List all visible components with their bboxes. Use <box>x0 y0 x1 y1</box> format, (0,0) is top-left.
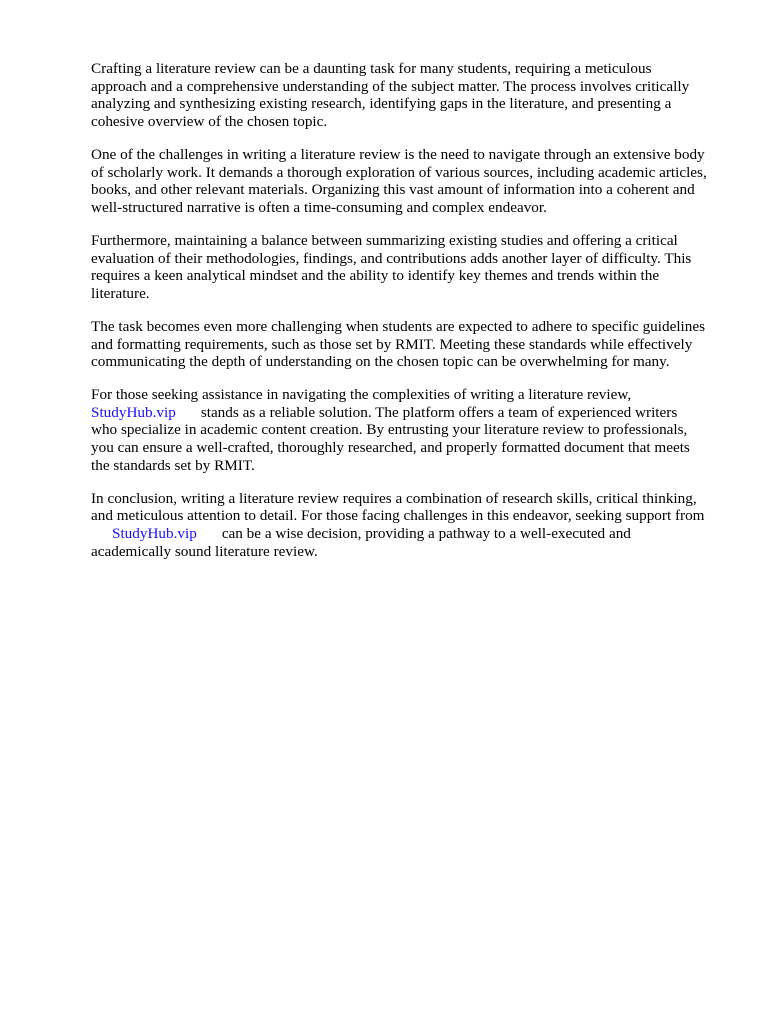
paragraph-challenges <box>91 146 727 216</box>
paragraph-line: Furthermore, maintaining a balance between summarizing existing studies and offering a critical <box>91 231 678 249</box>
paragraph-line: analyzing and synthesizing existing research, identifying gaps in the literature, and presenting a <box>91 95 672 113</box>
paragraph-line: who specialize in academic content creation. By entrusting your literature review to professionals, <box>91 421 688 439</box>
paragraph-line: the standards set by RMIT. <box>91 456 255 474</box>
paragraph-line: of scholarly work. It demands a thorough exploration of various sources, including academic articles, <box>91 163 707 181</box>
paragraph-line: Crafting a literature review can be a daunting task for many students, requiring a meticulous <box>91 60 652 77</box>
paragraph-conclusion <box>91 490 727 560</box>
paragraph-intro <box>91 60 727 130</box>
paragraph-requirements <box>91 318 727 371</box>
paragraph-line: For those seeking assistance in navigating the complexities of writing a literature review, <box>91 386 632 404</box>
paragraph-line: books, and other relevant materials. Organizing this vast amount of information into a coherent and <box>91 181 695 199</box>
paragraph-line: requires a keen analytical mindset and the ability to identify key themes and trends within the <box>91 267 660 285</box>
paragraph-line: communicating the depth of understanding on the chosen topic can be overwhelming for many. <box>91 353 670 371</box>
paragraph-line: In conclusion, writing a literature review requires a combination of research skills, critical thinking, <box>91 489 697 507</box>
paragraph-line: you can ensure a well-crafted, thoroughly researched, and properly formatted document that meets <box>91 439 690 457</box>
paragraph-balance <box>91 232 727 302</box>
paragraph-text: can be a wise decision, providing a pathway to a well-executed and <box>221 525 631 543</box>
document-body <box>91 60 727 576</box>
paragraph-line: and formatting requirements, such as those set by RMIT. Meeting these standards while effectively <box>91 335 693 353</box>
paragraph-text: stands as a reliable solution. The platform offers a team of experienced writers <box>200 403 678 421</box>
paragraph-line: well-structured narrative is often a time-consuming and complex endeavor. <box>91 198 547 216</box>
paragraph-line: One of the challenges in writing a literature review is the need to navigate through an extensive body <box>91 145 705 163</box>
paragraph-line: cohesive overview of the chosen topic. <box>91 112 328 130</box>
paragraph-line: and meticulous attention to detail. For those facing challenges in this endeavor, seeking support from <box>91 507 705 525</box>
paragraph-line: approach and a comprehensive understanding of the subject matter. The process involves critically <box>91 77 690 95</box>
studyhub-link[interactable]: StudyHub.vip <box>112 525 197 543</box>
paragraph-line: The task becomes even more challenging when students are expected to adhere to specific guidelines <box>91 317 706 335</box>
paragraph-line-with-link <box>91 525 727 543</box>
paragraph-assistance <box>91 386 727 474</box>
studyhub-link[interactable]: StudyHub.vip <box>91 403 176 421</box>
paragraph-line: evaluation of their methodologies, findings, and contributions adds another layer of difficulty. This <box>91 249 692 267</box>
paragraph-line-with-link <box>91 404 727 422</box>
paragraph-line: academically sound literature review. <box>91 542 318 560</box>
paragraph-line: literature. <box>91 284 150 302</box>
